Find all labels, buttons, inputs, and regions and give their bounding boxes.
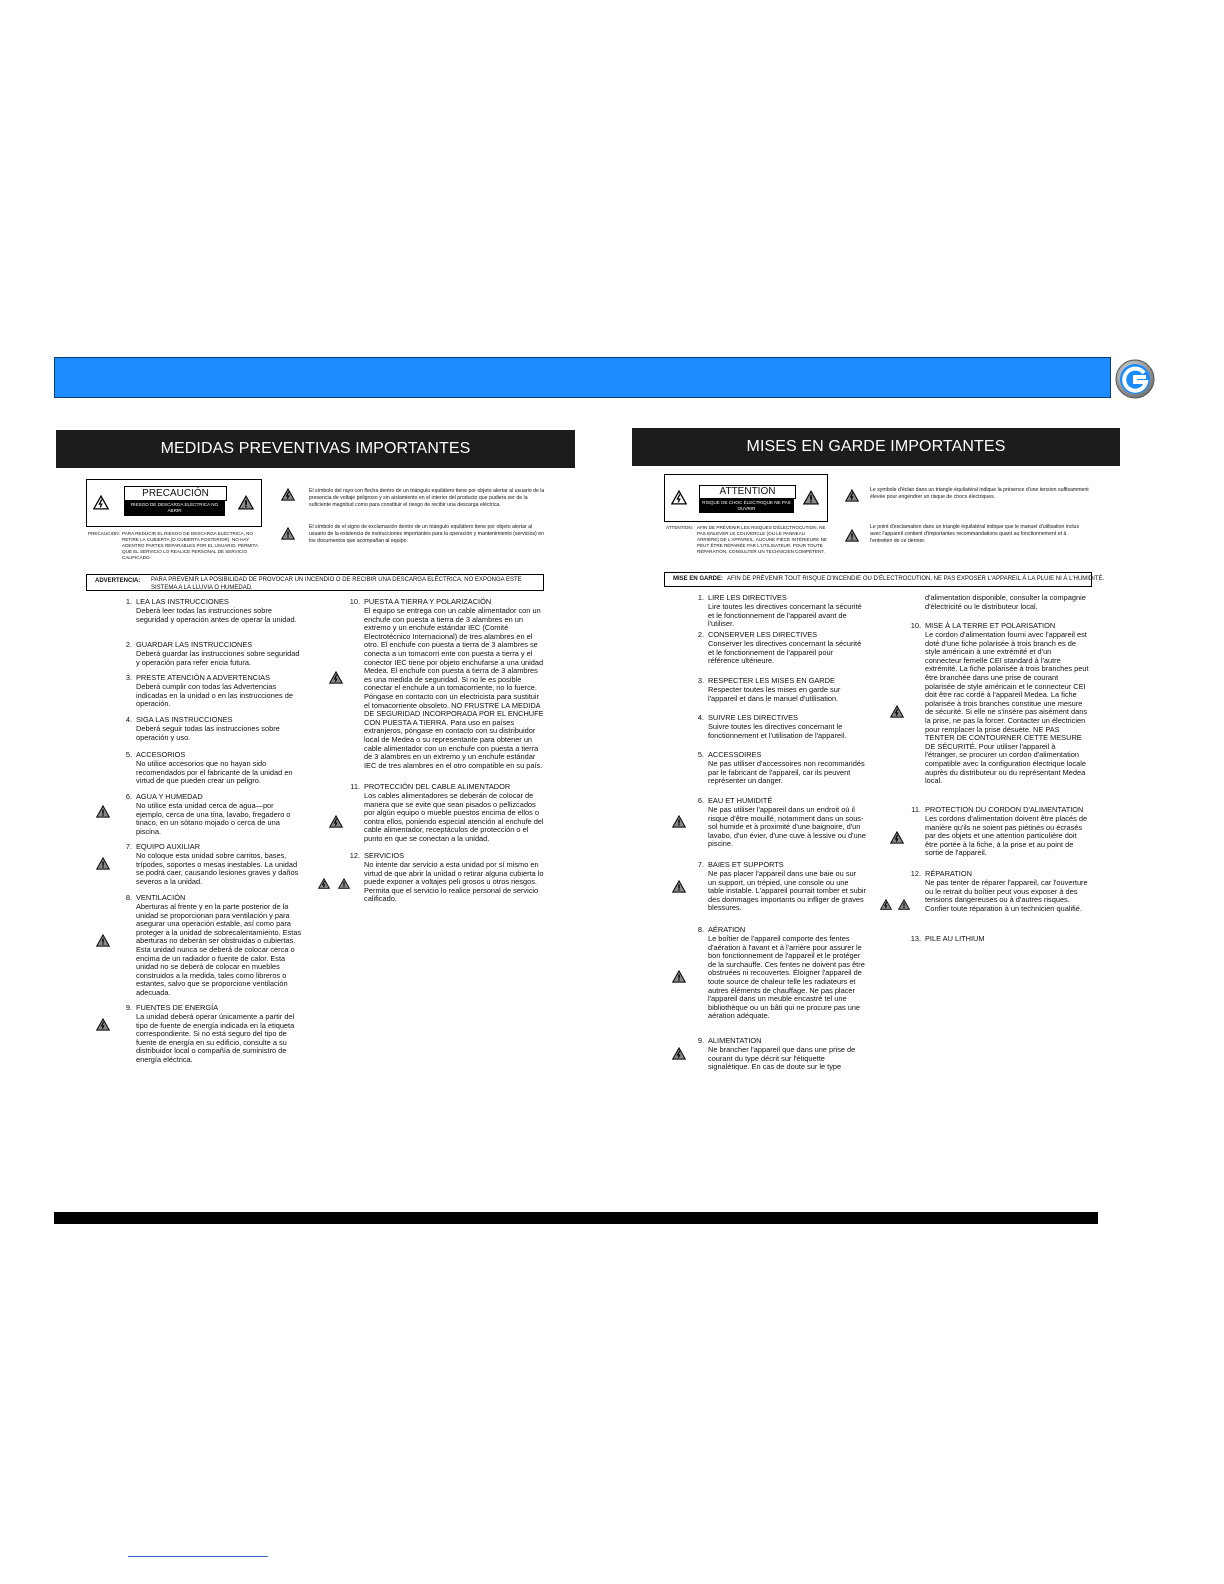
exclamation-warning-icon [898,897,910,912]
lightning-warning-icon [318,876,330,891]
item-heading: ACCESORIOS [136,750,186,759]
item-number: 5. [697,750,704,759]
spanish-caution-box [86,479,262,527]
exclamation-warning-icon [96,856,110,871]
lightning-warning-icon [329,670,343,685]
lightning-warning-icon [845,488,859,503]
exclamation-warning-icon [238,494,254,511]
item-text: Le boîtier de l'appareil comporte des fentes d'aération à l'avant et à l'arrière pour assurer le bon fonctionnement de l'appareil et le protéger de la surchauffe. Ces fentes ne doivent pas être obstruées ni recouvertes. Éloigner l'appareil de toute source de chaleur telle les radiateurs et autres éléments de chauffage. Ne pas placer l'appareil dans un meuble encastré tel une bibliothèque ou un bâti qui ne procure pas une aération adéquate. [708,934,865,1021]
item-text: Deberá cumplir con todas las Advertencias indicadas en la unidad o en las instrucciones de operación. [136,682,293,709]
item-text: Le cordon d'alimentation fourni avec l'appareil est doté d'une fiche polarisée à trois branch es de style américain à une extrémité et d'un connecteur femelle CEI standard à l'autre extrémité. La fiche polarisée à trois branches peut être branchée dans une prise de courant polarisée de style américain et le connecteur CEI doit être rac cordé à l'appareil Medea. La fiche polarisée à trois branches constitue une mesure de sécurité. Si elle ne s'insère pas aisément dans la prise, ne pas la forcer. Contacter un électricien pour remplacer la prise désuète. NE PAS TENTER DE CONTOURNER CETTE MESURE DE SÉCURITÉ. Pour utiliser l'appareil à l'étranger, se procurer un cordon d'alimentation compatible avec la configuration électrique locale auprès du distributeur ou du représentant Medea local. [925,630,1089,786]
item-heading: ACCESSOIRES [708,750,762,759]
item-number: 2. [125,640,132,649]
warning-text: PARA PREVENIR LA POSIBILIDAD DE PROVOCAR UN INCENDIO O DE RECIBIR UNA DESCARGA ELÉCTRICA, NO EXPONGA ESTE SISTEMA A LA LLUVIA O HUMEDAD. [151,577,522,591]
exclamation-warning-icon [845,528,859,543]
item-text: No utilice accesorios que no hayan sido recomendados por el fabricante de la unidad en virtud de que pueden crear un peligro. [136,759,293,786]
item-heading: LIRE LES DIRECTIVES [708,593,787,602]
exclamation-warning-icon [803,489,819,506]
spanish-warning-box [86,574,544,591]
item-number: 11. [350,782,360,791]
item-text: Ne pas utiliser d'accessoires non recommandés par le fabricant de l'appareil, car ils peuvent représenter un danger. [708,759,865,786]
item-number: 8. [125,893,132,902]
item-text: No intente dar servicio a esta unidad por sí mismo en virtud de que abrir la unidad o retirar alguna cubierta lo puede exponer a voltajes peli grosos u otros riesgos. Permita que el servicio lo realice personal de servicio calificado. [364,860,544,904]
french-warning-box [664,572,1105,587]
item-text: Deberá seguir todas las instrucciones sobre operación y uso. [136,724,280,742]
item-number: 9. [697,1036,704,1045]
item-text: Ne brancher l'appareil que dans une prise de courant du type décrit sur l'étiquette signalétique. En cas de doute sur le type [708,1045,856,1072]
item-number: 12. [910,869,921,878]
item-number: 7. [697,860,704,869]
item-number: 6. [697,796,704,805]
item-text: Les cordons d'alimentation doivent être placés de manière qu'ils ne soient pas piétinés ou écrasés par des objets et une attention particulière doit être portée à la fiche, à la prise et au point de sortie de l'appareil. [925,814,1088,858]
item-text: Los cables alimentadores se deberán de colocar de manera que se evite que sean pisados o pellizcados por algún equipo o mueble puestos encima de ellos o contra ellos, poniendo especial atención al enchufe del cable alimentador, receptáculos de protección o el punto en que se conectan a la unidad. [364,791,544,843]
symbol-lightning-text: Le symbole d'éclair dans un triangle équilatéral indique la présence d'une tension suffisamment élevée pour engendrer un risque de chocs électriques. [870,487,1089,500]
exclamation-warning-icon [96,933,110,948]
item-text: El equipo se entrega con un cable alimentador con un enchufe con puesta a tierra de 3 alambres en un extremo y un enchufe estándar IEC (Comité Electrotécnico Internacional) de tres alambres en el otro. El enchufe con puesta a tierra de 3 alambres se conecta a un tomacorri ente con puesta a tierra y el conector IEC tiene por objeto enchufarse a una unidad Medea. El enchufe con puesta a tierra de 3 alambres es una medida de seguridad. Si no le es posible conectar el enchufe a un tomacorriente, no lo fuerce. Póngase en contacto con un electricista para sustituir el tomacorriente obsoleto. NO FRUSTRE LA MEDIDA DE SEGURIDAD INCORPORADA POR EL ENCHUFE CON PUESTA A TIERRA. Para uso en países extranjeros, póngase en contacto con su distribuidor local de Medea o su representante para obtener un cable alimentador con un enchufe con puesta a tierra de 3 alambres en un extremo y un enchufe estándar IEC de tres alambres en el otro compatible en su país. [364,606,544,770]
spanish-title: MEDIDAS PREVENTIVAS IMPORTANTES [56,430,575,468]
lightning-warning-icon [890,704,904,719]
item-text: d'alimentation disponible, consulter la compagnie d'électricité ou le distributeur local. [925,593,1086,611]
lightning-warning-icon [329,814,343,829]
footer-link-underline[interactable] [128,1556,268,1557]
item-heading: MISE À LA TERRE ET POLARISATION [925,621,1056,630]
item-text: Lire toutes les directives concernant la sécurité et le fonctionnement de l'appareil avant de l'utiliser. [708,602,862,629]
warning-text: AFIN DE PRÉVENIR TOUT RISQUE D'INCENDIE OU D'ÉLECTROCUTION, NE PAS EXPOSER L'APPAREIL À LA PLUIE NI À L'HUMIDITÉ. [727,576,1105,582]
caution-sub: RISQUE DE CHOC ÉLECTRIQUE NE PAS OUVRIR [699,499,794,513]
item-heading: AGUA Y HUMEDAD [136,792,203,801]
lightning-warning-icon [671,489,687,506]
warning-label: ADVERTENCIA: [95,578,141,584]
caution-note: PARA REDUCIR EL RIESGO DE DESCARGA ELÉCTRICA, NO RETIRE LA CUBIERTA (O CUBIERTA POSTERIOR). NO HAY ADENTRO PARTES REPARABLES POR EL USUARIO. PERMITA QUE EL SERVICIO LO REALICE PERSONAL DE SERVICIO CALIFICADO. [122,531,258,560]
lightning-warning-icon [281,487,295,502]
item-heading: SIGA LAS INSTRUCCIONES [136,715,233,724]
item-number: 1. [697,593,704,602]
item-text: Ne pas utiliser l'appareil dans un endroit où il risque d'être mouillé, notamment dans un sous-sol humide et à proximité d'une baignoire, d'un lavabo, d'un évier, d'une cuve à lessive ou d'une piscine. [708,805,866,849]
item-text: Deberá leer todas las instrucciones sobre seguridad y operación antes de operar la unidad. [136,606,297,624]
french-caution-box [664,474,828,522]
french-title: MISES EN GARDE IMPORTANTES [632,428,1120,466]
symbol-exclamation-text: Le point d'exclamation dans un triangle équilatéral indique que le manuel d'utilisation inclus avec l'appareil contient d'importantes recommandations quant au fonctionnement et à l'entretien de ce dernier. [870,524,1080,544]
caution-label: ATTENTION [699,485,796,499]
item-number: 3. [697,676,704,685]
lightning-warning-icon [890,830,904,845]
caution-sub: RIESGO DE DESCARGA ELÉCTRICA NO ABRIR [124,501,225,516]
item-heading: AÉRATION [708,925,746,934]
caution-note-label: ATTENTION: [666,525,693,530]
warning-label: MISE EN GARDE: [673,576,724,582]
item-heading: RESPECTER LES MISES EN GARDE [708,676,835,685]
item-heading: PROTECTION DU CORDON D'ALIMENTATION [925,805,1084,814]
item-number: 2. [697,630,704,639]
item-heading: PILE AU LITHIUM [925,934,985,943]
exclamation-warning-icon [672,879,686,894]
item-text: No coloque esta unidad sobre carritos, bases, trípodes, soportes o mesas inestables. La unidad se podrá caer, causando lesiones graves y daños severos a la unidad. [136,851,299,886]
exclamation-warning-icon [281,526,295,541]
caution-note-label: PRECAUCIÓN: [88,531,120,536]
item-text: Respecter toutes les mises en garde sur l'appareil et dans le manuel d'utilisation. [708,685,841,703]
symbol-lightning-text: El símbolo del rayo con flecha dentro de un triángulo equilátero tiene por objeto alertar al usuario de la presencia de voltaje peligroso y sin aislamiento en el interior del producto que pudiera ser de la suficiente magnitud como para constituir el riesgo de recibir una descarga eléctrica. [309,488,545,508]
item-text: Aberturas al frente y en la parte posterior de la unidad se proporcionan para ventilación y para asegurar una operación estable, así como para proteger a la unidad de sobrecalentamiento. Estas aberturas no deberán ser obstruidas o cubiertas. Esta unidad nunca se deberá de colocar cerca o encima de un radiador o fuente de calor. Esta unidad no se deberá de colocar en muebles construidos a la medida, tales como libreros o estantes, salvo que se proporcione ventilación adecuada. [136,902,302,997]
item-number: 12. [349,851,360,860]
lightning-warning-icon [672,1046,686,1061]
item-number: 3. [125,673,132,682]
item-heading: LEA LAS INSTRUCCIONES [136,597,229,606]
item-number: 7. [125,842,132,851]
item-number: 10. [349,597,360,606]
item-text: Conserver les directives concernant la sécurité et le fonctionnement de l'appareil pour référence ultérieure. [708,639,862,666]
exclamation-warning-icon [338,876,350,891]
lightning-warning-icon [96,1017,110,1032]
symbol-exclamation-text: El símbolo de el signo de exclamación dentro de un triángulo equilátero tiene por objeto alertar al usuario de la existencia de instrucciones importantes para la operación y mantenimiento (servicios) en los documentos que acompañan al equipo. [309,524,544,544]
exclamation-warning-icon [672,969,686,984]
item-heading: EAU ET HUMIDITÉ [708,796,773,805]
bottom-rule [54,1212,1098,1224]
item-heading: SERVICIOS [364,851,405,860]
item-number: 5. [125,750,132,759]
item-heading: FUENTES DE ENERGÍA [136,1003,219,1012]
item-heading: PRESTE ATENCIÓN A ADVERTENCIAS [136,673,271,682]
g-tech-logo-icon [1113,358,1157,400]
item-heading: GUARDAR LAS INSTRUCCIONES [136,640,253,649]
item-number: 6. [125,792,132,801]
item-text: Deberá guardar las instrucciones sobre seguridad y operación para refer encia futura. [136,649,300,667]
item-number: 11. [911,805,921,814]
item-text: Ne pas tenter de réparer l'appareil, car l'ouverture ou le retrait du boîtier peut vous exposer à des tensions dangereuses ou à d'autres risques. Confier toute réparation à un technicien qualifié. [925,878,1088,913]
item-number: 9. [125,1003,132,1012]
item-number: 13. [910,934,921,943]
item-text: Suivre toutes les directives concernant le fonctionnement et l'utilisation de l'appareil. [708,722,847,740]
item-number: 4. [697,713,704,722]
item-heading: PROTECCIÓN DEL CABLE ALIMENTADOR [364,782,511,791]
caution-label: PRECAUCIÓN [124,486,227,501]
item-number: 8. [697,925,704,934]
item-heading: CONSERVER LES DIRECTIVES [708,630,818,639]
exclamation-warning-icon [672,814,686,829]
lightning-warning-icon [880,897,892,912]
item-number: 10. [910,621,921,630]
item-number: 4. [125,715,132,724]
item-heading: ALIMENTATION [708,1036,762,1045]
item-text: La unidad deberá operar únicamente a partir del tipo de fuente de energía indicada en la etiqueta correspondiente. Si no está seguro del tipo de fuente de energía en su edificio, consulte a su distribuidor local o compañía de suministro de energía eléctrica. [136,1012,295,1064]
item-heading: SUIVRE LES DIRECTIVES [708,713,798,722]
item-heading: EQUIPO AUXILIAR [136,842,201,851]
caution-note: AFIN DE PRÉVENIR LES RISQUES D'ÉLECTROCUTION, NE PAS ENLEVER LE COUVERCLE (OU LE PANNEAU ARRIÈRE) DE L'APPAREIL. AUCUNE PIÈCE INTÉRIEURE NE PEUT ÊTRE RÉPARÉE PAR L'UTILISATEUR. POUR TOUTE RÉPARATION, CONSULTER UN TECHNICIEN COMPÉTENT. [697,525,827,554]
exclamation-warning-icon [96,804,110,819]
lightning-warning-icon [93,494,109,511]
item-number: 1. [125,597,132,606]
item-heading: PUESTA A TIERRA Y POLARIZACIÓN [364,597,492,606]
item-text: Ne pas placer l'appareil dans une baie ou sur un support, un trépied, une console ou une table instable. L'appareil pourrait tomber et subir des dommages importants ou infliger de graves blessures. [708,869,866,913]
header-band [54,357,1111,398]
item-heading: RÉPARATION [925,869,972,878]
item-heading: BAIES ET SUPPORTS [708,860,784,869]
item-heading: VENTILACIÓN [136,893,186,902]
item-text: No utilice esta unidad cerca de agua—por ejemplo, cerca de una tina, lavabo, fregadero o tinaco, en un sótano mojado o cerca de una piscina. [136,801,291,836]
